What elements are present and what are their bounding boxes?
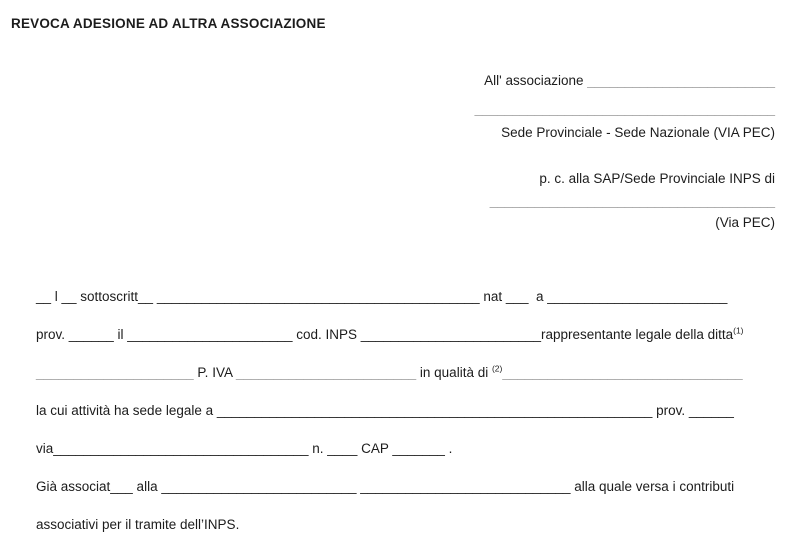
quality-label: in qualità di [416,365,492,380]
form-line-street-cap: via__________________________________ n. ____ CAP _______ . [36,441,453,456]
cc-location-blank: ______________________________________ [489,193,775,208]
form-line-piva-quality [36,354,776,392]
recipient-block [455,70,775,234]
via-pec-label: (Via PEC) [715,215,775,230]
cc-line: p. c. alla SAP/Sede Provinciale INPS di [539,171,775,186]
footnote-ref-1: (1) [733,325,744,336]
form-line-association-membership: Già associat___ alla __________________________ ____________________________ alla quale versa i contributi [36,479,735,494]
province-date-inps-text: prov. ______ il ______________________ cod. INPS ________________________rappresentante legale della ditta [36,327,734,342]
recipient-line [455,70,775,92]
piva-label: P. IVA [193,365,236,380]
form-line-declarant: __ l __ sottoscritt__ ___________________________________________ nat ___ a ________________________ [36,289,728,304]
company-name-blank: _____________________ [36,365,194,380]
quality-blank: ________________________________ [502,365,743,380]
piva-blank: ________________________ [235,365,417,380]
document-title: REVOCA ADESIONE AD ALTRA ASSOCIAZIONE [11,16,326,31]
form-line-province-date-inps [36,316,776,354]
recipient-address-blank: ________________________________________ [474,101,775,116]
form-line-legal-seat: la cui attività ha sede legale a __________________________________________________________ prov. ______ [36,403,734,418]
form-line-contributions: associativi per il tramite dell’INPS. [36,517,240,532]
form-body [36,278,776,544]
footnote-ref-2: (2) [491,363,503,374]
recipient-name-blank: _________________________ [587,73,775,88]
office-line: Sede Provinciale - Sede Nazionale (VIA PEC) [501,125,775,140]
recipient-label: All' associazione [484,73,588,88]
